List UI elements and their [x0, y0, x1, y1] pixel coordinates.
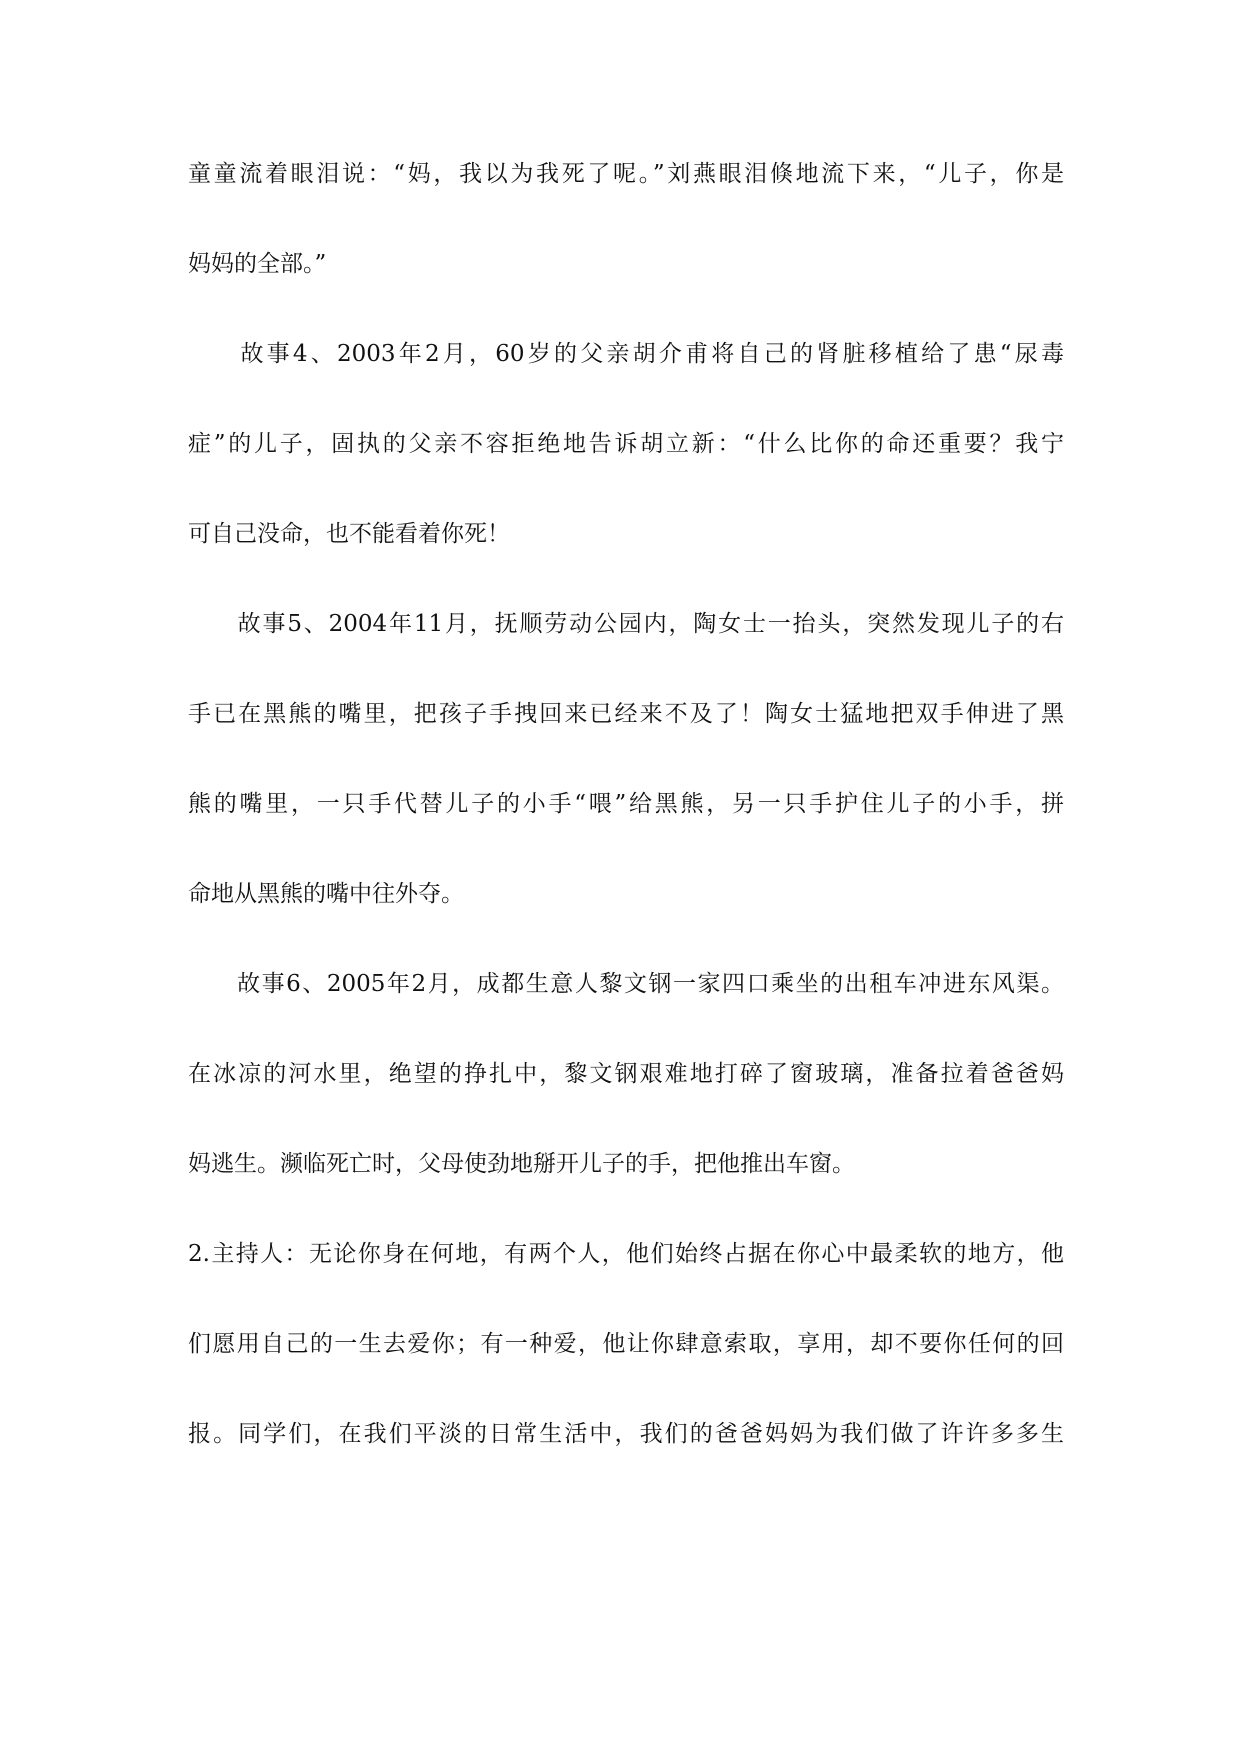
- text-line: 故事6、2005年2月，成都生意人黎文钢一家四口乘坐的出租车冲进东风渠。: [188, 971, 1064, 997]
- body-text: [188, 154, 1064, 1504]
- text-line: 熊的嘴里，一只手代替儿子的小手“喂”给黑熊，另一只手护住儿子的小手，拼: [188, 791, 1064, 817]
- text-line: 命地从黑熊的嘴中往外夺。: [188, 881, 464, 907]
- text-line: 报。同学们，在我们平淡的日常生活中，我们的爸爸妈妈为我们做了许许多多生: [188, 1421, 1064, 1447]
- text-line: 们愿用自己的一生去爱你；有一种爱，他让你肆意索取，享用，却不要你任何的回: [188, 1331, 1064, 1357]
- text-line: 2.主持人：无论你身在何地，有两个人，他们始终占据在你心中最柔软的地方，他: [188, 1241, 1064, 1267]
- text-line: 可自己没命，也不能看着你死！: [188, 521, 510, 547]
- text-line: 故事5、2004年11月，抚顺劳动公园内，陶女士一抬头，突然发现儿子的右: [188, 611, 1064, 637]
- text-line: 妈逃生。濒临死亡时，父母使劲地掰开儿子的手，把他推出车窗。: [188, 1151, 855, 1177]
- text-line: 妈妈的全部。”: [188, 251, 327, 277]
- text-line: 在冰凉的河水里，绝望的挣扎中，黎文钢艰难地打碎了窗玻璃，准备拉着爸爸妈: [188, 1061, 1064, 1087]
- text-line: 手已在黑熊的嘴里，把孩子手拽回来已经来不及了！陶女士猛地把双手伸进了黑: [188, 701, 1064, 727]
- text-line: 故事4、2003年2月，60岁的父亲胡介甫将自己的肾脏移植给了患“尿毒: [188, 341, 1064, 367]
- text-line: 症”的儿子，固执的父亲不容拒绝地告诉胡立新：“什么比你的命还重要？我宁: [188, 431, 1064, 457]
- text-line: 童童流着眼泪说：“妈，我以为我死了呢。”刘燕眼泪倏地流下来，“儿子，你是: [188, 161, 1064, 187]
